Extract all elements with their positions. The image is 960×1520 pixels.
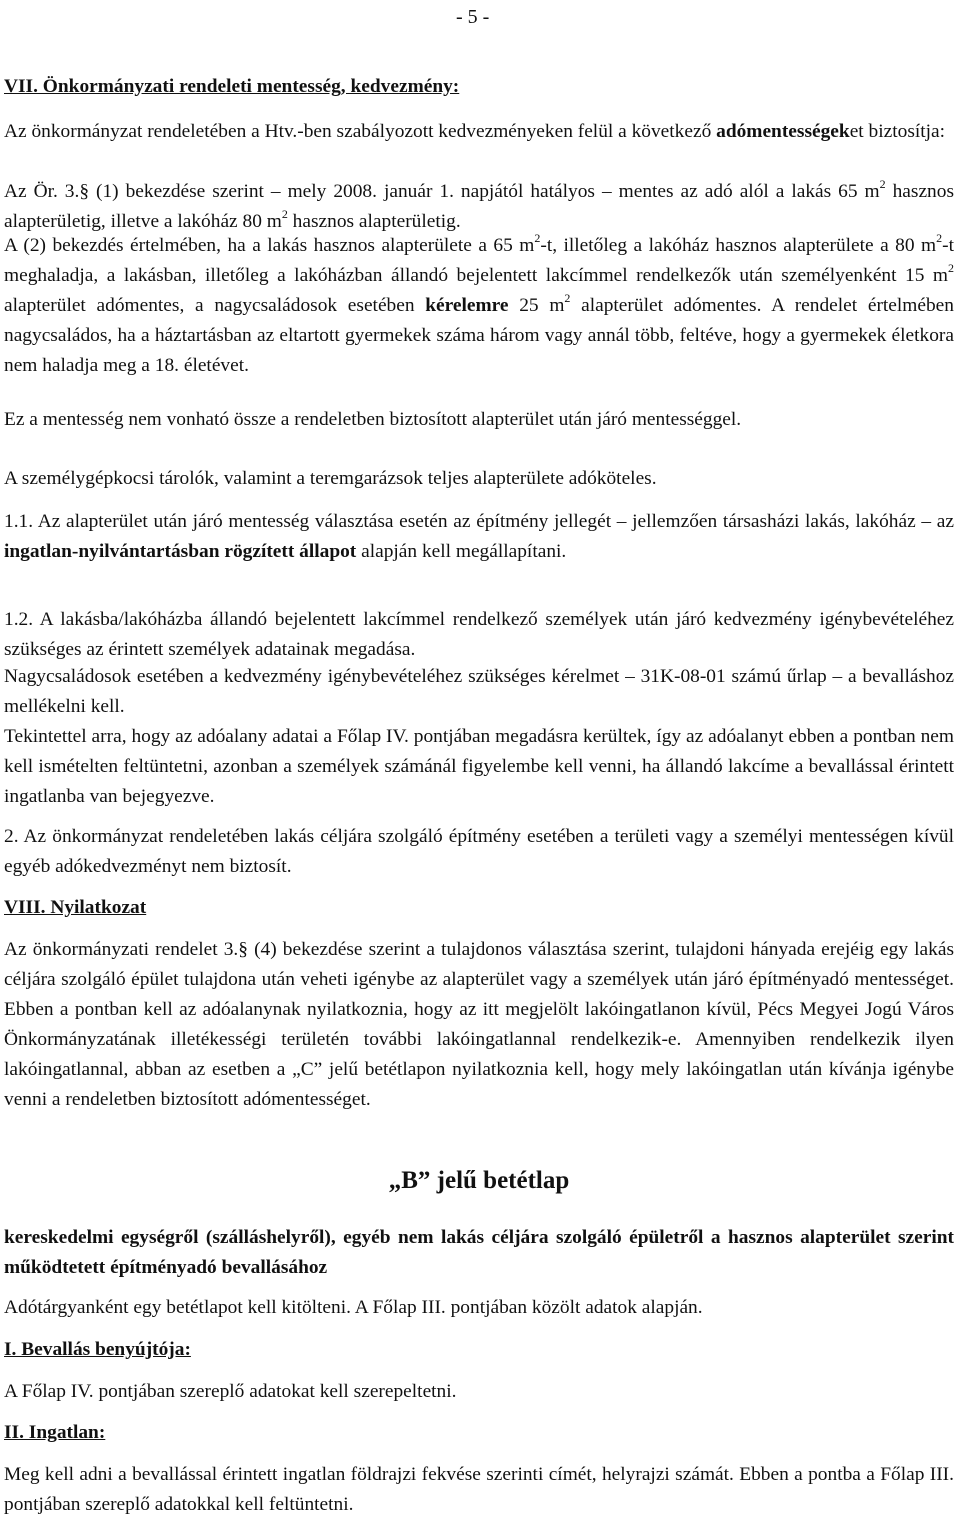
superscript: 2: [948, 260, 954, 275]
text: hasznos alapterületig.: [287, 211, 461, 232]
section-7-paragraph-4: A személygépkocsi tárolók, valamint a teremgarázsok teljes alapterülete adóköteles.: [4, 468, 657, 489]
section-7-point-1-2: 1.2. A lakásba/lakóházba állandó bejelentett lakcímmel rendelkező személyek után járó kedvezmény igénybevételéhez szükséges az érintett személyek adatainak megadása.: [4, 609, 954, 660]
text: Az Ör. 3.§ (1) bekezdése szerint – mely 2008. január 1. napjától hatályos – mentes az adó alól a lakás 65 m: [4, 181, 880, 202]
bold-text: ingatlan-nyilvántartásban rögzített állapot: [4, 541, 357, 562]
section-7-paragraph-large-families: Nagycsaládosok esetében a kedvezmény igénybevételéhez szükséges kérelmet – 31K-08-01 számú űrlap – a bevalláshoz mellékelni kell.: [4, 666, 954, 717]
intro-text-end: et biztosítja:: [849, 121, 946, 142]
sheet-b-subtitle: kereskedelmi egységről (szálláshelyről), egyéb nem lakás céljára szolgáló épületről a hasznos alapterület szerint működtetett építményadó bevallásához: [4, 1227, 954, 1278]
section-7-paragraph-1: [4, 177, 954, 237]
superscript: 2: [564, 290, 571, 305]
text: hasznos alapterületig, illetve a lakóház 80 m: [4, 181, 954, 232]
superscript: 2: [534, 230, 541, 245]
section-7-point-1-1: [4, 507, 954, 567]
bold-text: kérelemre: [425, 295, 509, 316]
sheet-b-section-2-title: II. Ingatlan:: [4, 1422, 106, 1443]
section-7-title: VII. Önkormányzati rendeleti mentesség, kedvezmény:: [4, 76, 460, 97]
section-7-paragraph-2: [4, 231, 954, 381]
page-number: - 5 -: [456, 6, 490, 28]
section-7-paragraph-taxpayer: Tekintettel arra, hogy az adóalany adatai a Főlap IV. pontjában megadásra kerültek, így az adóalanyt ebben a pontban nem kell ismételten feltüntetni, azonban a személyek számánál figyelembe kell venni, ha állandó lakcíme a bevallással érintett ingatlanba van bejegyezve.: [4, 726, 954, 807]
intro-text: Az önkormányzat rendeletében a Htv.-ben szabályozott kedvezményeken felül a következő: [4, 121, 717, 142]
sheet-b-section-1-title: I. Bevallás benyújtója:: [4, 1339, 191, 1360]
text: A (2) bekezdés értelmében, ha a lakás hasznos alapterülete a 65 m: [4, 235, 535, 256]
text: alapterület adómentes, a nagycsaládosok esetében: [4, 295, 426, 316]
superscript: 2: [936, 230, 943, 245]
section-7-point-2: 2. Az önkormányzat rendeletében lakás céljára szolgáló építmény esetében a területi vagy a személyi mentességen kívül egyéb adókedvezményt nem biztosít.: [4, 826, 954, 877]
text: alapterület adómentes. A rendelet értelmében nagycsaládos, ha a háztartásban az eltartott gyermekek száma három vagy annál több, feltéve, hogy a gyermekek életkora nem haladja meg a 18. életévet.: [4, 295, 954, 376]
text: 25 m: [508, 295, 565, 316]
text: alapján kell megállapítani.: [356, 541, 567, 562]
superscript: 2: [879, 176, 886, 191]
text: -t meghaladja, a lakásban, illetőleg a lakóházban állandó bejelentett lakcímmel rendelkezők után személyenként 15 m: [4, 235, 954, 286]
sheet-b-intro: Adótárgyanként egy betétlapot kell kitölteni. A Főlap III. pontjában közölt adatok alapján.: [4, 1297, 703, 1318]
sheet-b-title: „B” jelű betétlap: [388, 1167, 570, 1194]
section-7-intro: [4, 117, 954, 147]
sheet-b-section-2-body: Meg kell adni a bevallással érintett ingatlan földrajzi fekvése szerinti címét, helyrajzi számát. Ebben a pontba a Főlap III. pontjában szereplő adatokkal kell feltüntetni.: [4, 1464, 954, 1515]
superscript: 2: [281, 206, 288, 221]
intro-bold-term: adómentességek: [716, 121, 850, 142]
text: 1.1. Az alapterület után járó mentesség választása esetén az építmény jellegét – jellemzően társasházi lakás, lakóház – az: [4, 511, 954, 532]
text: -t, illetőleg a lakóház hasznos alapterülete a 80 m: [540, 235, 937, 256]
section-8-title: VIII. Nyilatkozat: [4, 897, 147, 918]
section-7-paragraph-3: Ez a mentesség nem vonható össze a rendeletben biztosított alapterület után járó mentességgel.: [4, 409, 742, 430]
sheet-b-section-1-body: A Főlap IV. pontjában szereplő adatokat kell szerepeltetni.: [4, 1381, 457, 1402]
section-8-body: Az önkormányzati rendelet 3.§ (4) bekezdése szerint a tulajdonos választása szerint, tulajdoni hányada erejéig egy lakás céljára szolgáló épület tulajdona után veheti igénybe az alapterület vagy a személyek után járó építményadó mentességet. Ebben a pontban kell az adóalanynak nyilatkoznia, hogy az itt megjelölt lakóingatlanon kívül, Pécs Megyei Jogú Város Önkormányzatának illetékességi területén további lakóingatlannal rendelkezik-e. Amennyiben rendelkezik ilyen lakóingatlannal, abban az esetben a „C” jelű betétlapon nyilatkoznia kell, hogy mely lakóingatlan után kívánja igénybe venni a rendeletben biztosított adómentességet.: [4, 939, 954, 1110]
